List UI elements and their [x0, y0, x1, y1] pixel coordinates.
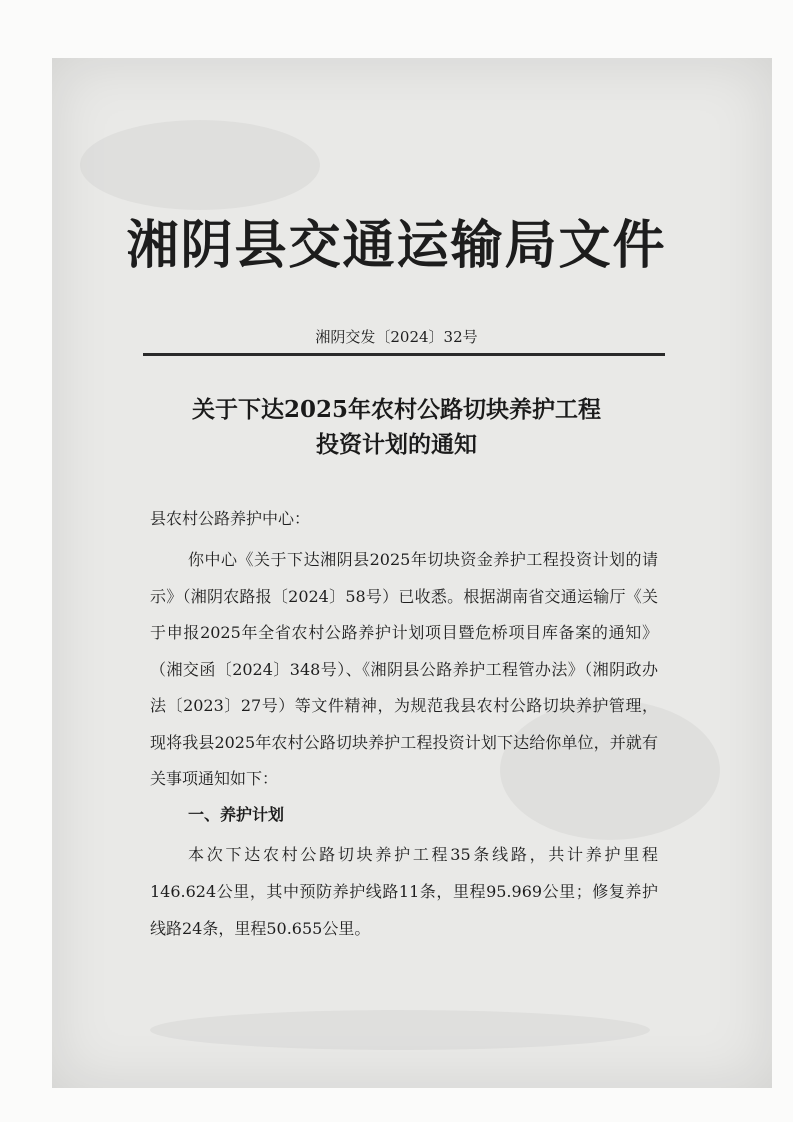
subject-line-2: 投资计划的通知 — [316, 431, 477, 458]
body-paragraph-1: 你中心《关于下达湘阴县2025年切块资金养护工程投资计划的请示》（湘阴农路报〔2024〕58号）已收悉。根据湖南省交通运输厅《关于申报2025年全省农村公路养护计划项目暨危桥项目库备案的通知》（湘交函〔2024〕348号）、《湘阴县公路养护工程管办法》（湘阴政办法〔2023〕27号）等文件精神，为规范我县农村公路切块养护管理，现将我县2025年农村公路切块养护工程投资计划下达给你单位，并就有关事项通知如下： — [150, 550, 658, 788]
document-number: 湘阴交发〔2024〕32号 — [315, 328, 478, 346]
scan-smudge — [150, 1010, 650, 1050]
issuer-title: 湘阴县交通运输局文件 — [126, 215, 667, 276]
header-divider-line — [143, 353, 665, 356]
document-subject — [0, 392, 793, 462]
addressee: 县农村公路养护中心： — [150, 509, 311, 528]
section-heading-1: 一、养护计划 — [188, 805, 285, 824]
subject-line-1: 关于下达2025年农村公路切块养护工程 — [191, 396, 601, 423]
section-1-text: 本次下达农村公路切块养护工程35条线路，共计养护里程146.624公里，其中预防养护线路11条，里程95.969公里；修复养护线路24条，里程50.655公里。 — [150, 845, 658, 938]
scan-smudge — [80, 120, 320, 210]
